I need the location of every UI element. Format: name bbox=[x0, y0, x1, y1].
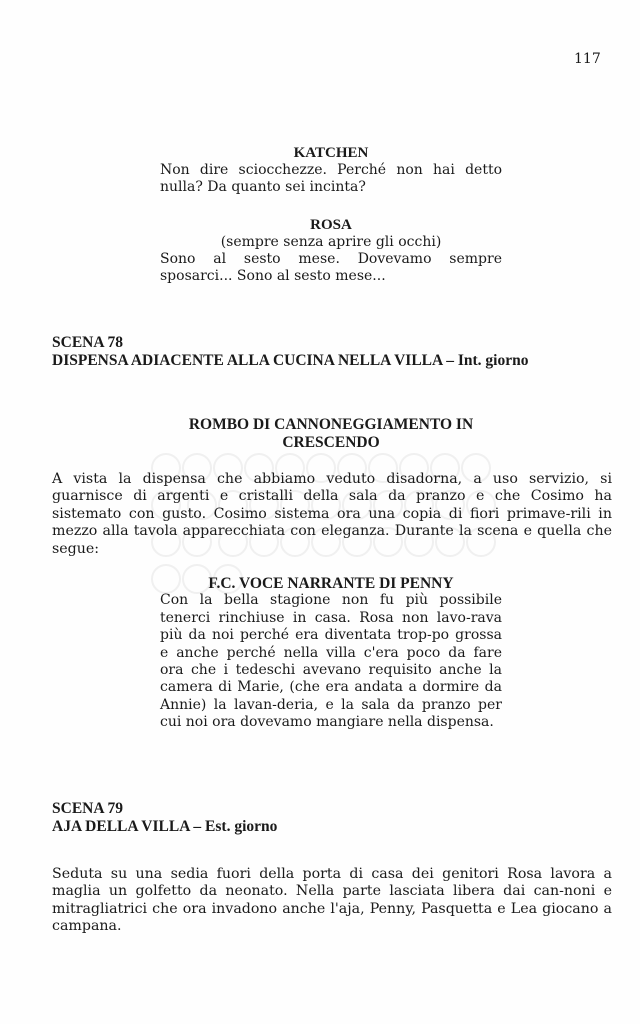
speaker-name: ROSA bbox=[310, 217, 352, 233]
voiceover-penny bbox=[160, 575, 502, 732]
dialogue-text: Sono al sesto mese. Dovevamo sempre sposarci... Sono al sesto mese... bbox=[160, 251, 502, 284]
dialogue-katchen bbox=[160, 145, 502, 196]
dialogue-text: Non dire sciocchezze. Perché non hai detto nulla? Da quanto sei incinta? bbox=[160, 162, 502, 195]
scene-number: SCENA 79 bbox=[52, 800, 124, 817]
page-number: 117 bbox=[574, 51, 601, 67]
scene-number: SCENA 78 bbox=[52, 334, 124, 351]
parenthetical: (sempre senza aprire gli occhi) bbox=[220, 234, 442, 250]
scene-location: DISPENSA ADIACENTE ALLA CUCINA NELLA VILLA – Int. giorno bbox=[52, 352, 529, 369]
scene-78-action: A vista la dispensa che abbiamo veduto disadorna, a uso servizio, si guarnisce di argenti e cristalli della sala da pranzo e che Cosimo ha sistemato con gusto. Cosimo sistema ora una copia di fiori primave-rili in mezzo alla tavola apparecchiata con eleganza. Durante la scena e quella che segue: bbox=[52, 471, 612, 557]
scene-78-heading bbox=[52, 334, 528, 370]
dialogue-rosa bbox=[160, 217, 502, 285]
scene-location: AJA DELLA VILLA – Est. giorno bbox=[52, 818, 278, 835]
speaker-name: KATCHEN bbox=[293, 145, 369, 161]
scene-79-heading bbox=[52, 800, 277, 836]
sound-cue-line: CRESCENDO bbox=[282, 434, 380, 451]
voiceover-text: Con la bella stagione non fu più possibile tenerci rinchiuse in casa. Rosa non lavo-rava più da noi perché era diventata trop-po grossa e anche perché nella villa c'era poco da fare ora che i tedeschi avevano requisito anche la camera di Marie, (che era andata a dormire da Annie) la lavan-deria, e la sala da pranzo per cui noi ora dovevamo mangiare nella dispensa. bbox=[160, 592, 502, 731]
sound-cue bbox=[160, 416, 502, 452]
sound-cue-line: ROMBO DI CANNONEGGIAMENTO IN bbox=[188, 416, 474, 433]
scene-79-action: Seduta su una sedia fuori della porta di casa dei genitori Rosa lavora a maglia un golfetto da neonato. Nella parte lasciata libera dai can-noni e mitragliatrici che ora invadono anche l'aja, Penny, Pasquetta e Lea giocano a campana. bbox=[52, 866, 612, 935]
speaker-name: F.C. VOCE NARRANTE DI PENNY bbox=[208, 575, 454, 592]
